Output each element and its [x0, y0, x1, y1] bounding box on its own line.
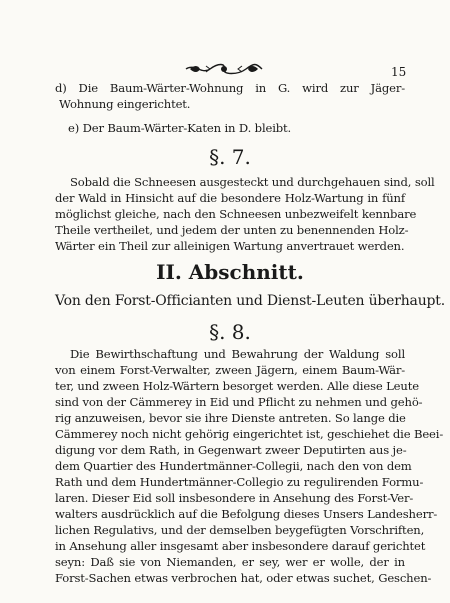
text-line: Die Bewirthschaftung und Bewahrung der Waldung soll: [70, 347, 405, 361]
text-line: Theile vertheilet, und jedem der unten zu benennenden Holz-: [55, 223, 409, 237]
text-line: Sobald die Schneesen ausgesteckt und durchgehauen sind, soll: [70, 175, 435, 189]
text-line: d) Die Baum-Wärter-Wohnung in G. wird zur Jäger-: [55, 81, 405, 95]
text-line: von einem Forst-Verwalter, zween Jägern, einem Baum-Wär-: [55, 363, 405, 377]
text-line: e) Der Baum-Wärter-Katen in D. bleibt.: [68, 121, 292, 135]
text-line: in Ansehung aller insgesamt aber insbesondere darauf gerichtet: [55, 539, 426, 553]
section-8-title: §. 8.: [209, 320, 251, 344]
text-line: möglichst gleiche, nach den Schneesen unbezweifelt kennbare: [55, 207, 417, 221]
text-line: dem Quartier des Hundertmänner-Collegii, nach den von dem: [55, 459, 412, 473]
page-number: 15: [391, 65, 407, 79]
text-line: sind von der Cämmerey in Eid und Pflicht zu nehmen und gehö-: [55, 395, 423, 409]
text-line: Wohnung eingerichtet.: [59, 97, 191, 111]
chapter-title: II. Abschnitt.: [156, 260, 304, 284]
text-line: digung vor dem Rath, in Gegenwart zweer Deputirten aus je-: [55, 443, 407, 457]
text-line: Rath und dem Hundertmänner-Collegio zu regulirenden Formu-: [55, 475, 424, 489]
text-line: Wärter ein Theil zur alleinigen Wartung anvertrauet werden.: [55, 239, 405, 253]
text-line: lichen Regulativs, und der demselben beygefügten Vorschriften,: [55, 523, 425, 537]
text-line: ter, und zween Holz-Wärtern besorget werden. Alle diese Leute: [55, 379, 419, 393]
chapter-subtitle: Von den Forst-Officianten und Dienst-Leuten überhaupt.: [55, 293, 445, 309]
text-line: Cämmerey noch nicht gehörig eingerichtet ist, geschiehet die Beei-: [55, 427, 444, 441]
text-line: Forst-Sachen etwas verbrochen hat, oder etwas suchet, Geschen-: [55, 571, 432, 585]
decorative-vine-ornament-icon: [184, 62, 264, 76]
section-7-title: §. 7.: [209, 145, 251, 169]
text-line: laren. Dieser Eid soll insbesondere in Ansehung des Forst-Ver-: [55, 491, 414, 505]
text-line: walters ausdrücklich auf die Befolgung dieses Unsers Landesherr-: [55, 507, 438, 521]
text-line: der Wald in Hinsicht auf die besondere Holz-Wartung in fünf: [55, 191, 405, 205]
text-line: seyn: Daß sie von Niemanden, er sey, wer er wolle, der in: [55, 555, 405, 569]
text-line: rig anzuweisen, bevor sie ihre Dienste antreten. So lange die: [55, 411, 406, 425]
